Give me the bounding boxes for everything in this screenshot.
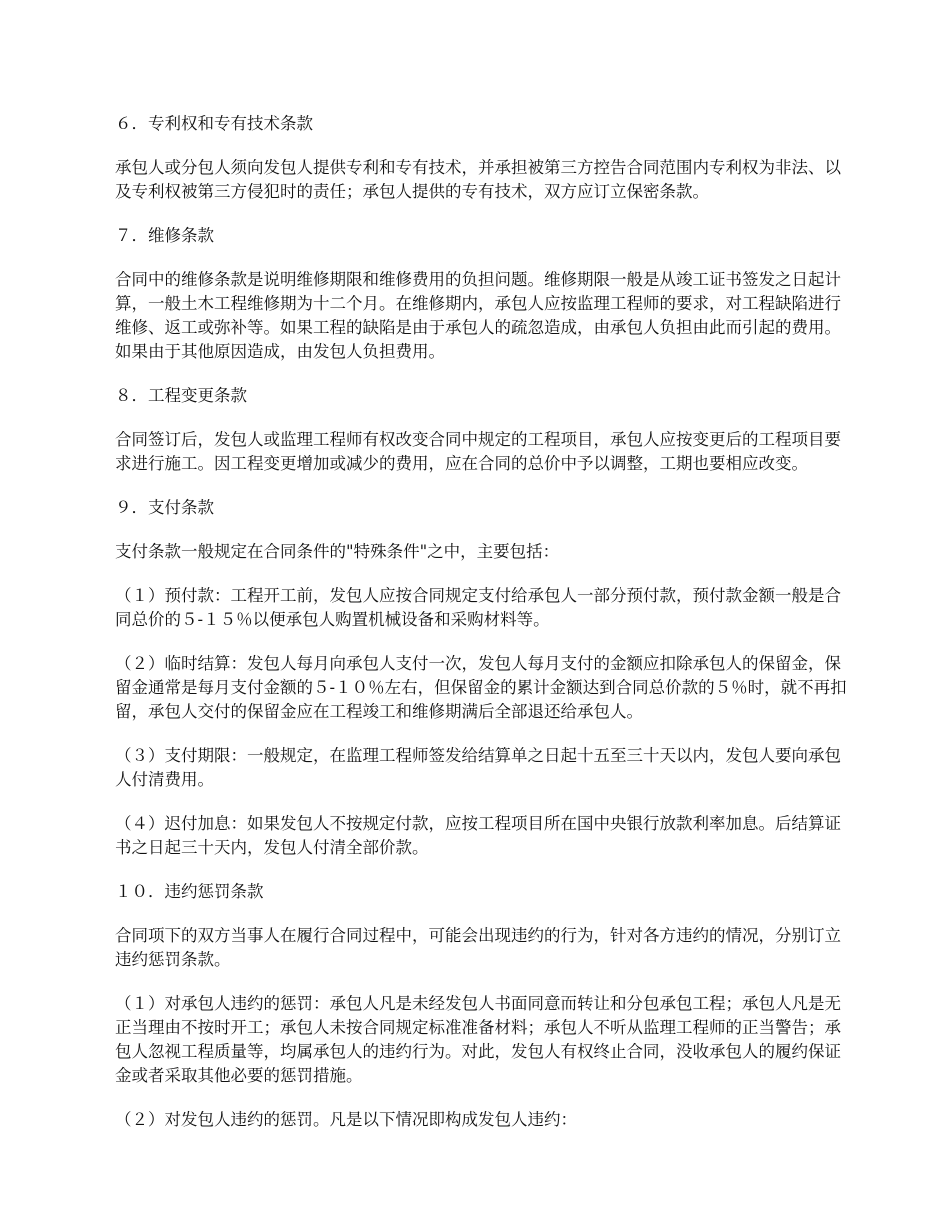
section-heading-maintenance: ７．维修条款 <box>115 226 214 245</box>
paragraph-maintenance: 合同中的维修条款是说明维修期限和维修费用的负担问题。维修期限一般是从竣工证书签发之日起计算，一般土木工程维修期为十二个月。在维修期内，承包人应按监理工程师的要求，对工程缺陷进行维修、返工或弥补等。如果工程的缺陷是由于承包人的疏忽造成，由承包人负担由此而引起的费用。如果由于其他原因造成，由发包人负担费用。 <box>115 270 841 361</box>
paragraph-patent: 承包人或分包人须向发包人提供专利和专有技术，并承担被第三方控告合同范围内专利权为非法、以及专利权被第三方侵犯时的责任；承包人提供的专有技术，双方应订立保密条款。 <box>115 158 841 201</box>
section-heading-change: ８．工程变更条款 <box>115 386 247 405</box>
paragraph-payment-interim: （２）临时结算：发包人每月向承包人支付一次，发包人每月支付的金额应扣除承包人的保留金，保留金通常是每月支付金额的５-１０％左右，但保留金的累计金额达到合同总价款的５％时，就不再扣留，承包人交付的保留金应在工程竣工和维修期满后全部退还给承包人。 <box>115 654 847 721</box>
paragraph-penalty-employer: （２）对发包人违约的惩罚。凡是以下情况即构成发包人违约： <box>115 1110 577 1129</box>
section-heading-payment: ９．支付条款 <box>115 498 214 517</box>
section-heading-penalty: １０．违约惩罚条款 <box>115 882 264 901</box>
paragraph-payment-late-interest: （４）迟付加息：如果发包人不按规定付款，应按工程项目所在国中央银行放款利率加息。后结算证书之日起三十天内，发包人付清全部价款。 <box>115 814 841 857</box>
paragraph-penalty-intro: 合同项下的双方当事人在履行合同过程中，可能会出现违约的行为，针对各方违约的情况，分别订立违约惩罚条款。 <box>115 926 841 969</box>
paragraph-payment-intro: 支付条款一般规定在合同条件的"特殊条件"之中，主要包括： <box>115 542 560 561</box>
document-page <box>115 104 855 1152</box>
section-heading-patent: ６．专利权和专有技术条款 <box>115 114 313 133</box>
paragraph-penalty-contractor: （１）对承包人违约的惩罚：承包人凡是未经发包人书面同意而转让和分包承包工程；承包人凡是无正当理由不按时开工；承包人未按合同规定标准准备材料；承包人不听从监理工程师的正当警告；承包人忽视工程质量等，均属承包人的违约行为。对此，发包人有权终止合同，没收承包人的履约保证金或者采取其他必要的惩罚措施。 <box>115 994 841 1085</box>
paragraph-change: 合同签订后，发包人或监理工程师有权改变合同中规定的工程项目，承包人应按变更后的工程项目要求进行施工。因工程变更增加或减少的费用，应在合同的总价中予以调整，工期也要相应改变。 <box>115 430 841 473</box>
paragraph-payment-advance: （１）预付款：工程开工前，发包人应按合同规定支付给承包人一部分预付款，预付款金额一般是合同总价的５-１５％以便承包人购置机械设备和采购材料等。 <box>115 586 841 629</box>
paragraph-payment-term: （３）支付期限：一般规定，在监理工程师签发给结算单之日起十五至三十天以内，发包人要向承包人付清费用。 <box>115 746 841 789</box>
